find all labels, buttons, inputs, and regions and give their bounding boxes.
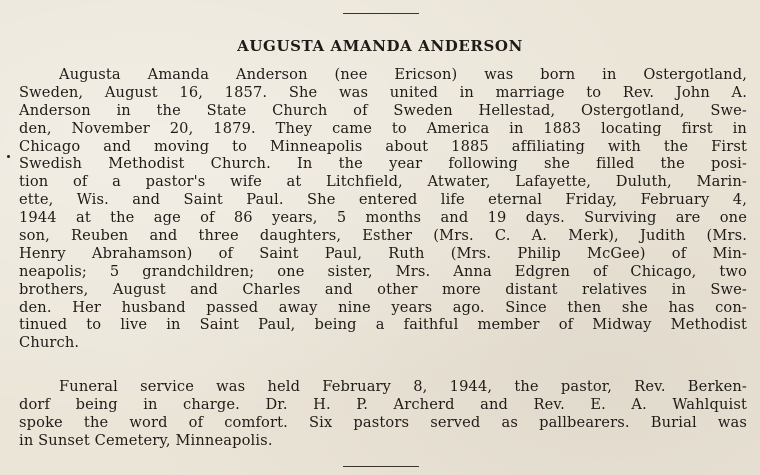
paragraph-line: tion of a pastor's wife at Litchfield, Atwater, Lafayette, Duluth, Marin- (19, 173, 747, 191)
paragraph-line: den, November 20, 1879. They came to America in 1883 locating first in (19, 119, 747, 137)
obituary-paragraph-1 (19, 66, 747, 352)
paragraph-line: spoke the word of comfort. Six pastors served as pallbearers. Burial was (19, 413, 747, 431)
paragraph-line: in Sunset Cemetery, Minneapolis. (19, 431, 273, 449)
paragraph-line: dorf being in charge. Dr. H. P. Archerd and Rev. E. A. Wahlquist (19, 395, 747, 413)
paragraph-line: Anderson in the State Church of Sweden Hellestad, Ostergotland, Swe- (19, 101, 747, 119)
top-divider-rule (343, 13, 419, 14)
paragraph-line: Church. (19, 334, 80, 352)
paragraph-line: ette, Wis. and Saint Paul. She entered life eternal Friday, February 4, (19, 191, 747, 209)
paragraph-line: son, Reuben and three daughters, Esther (Mrs. C. A. Merk), Judith (Mrs. (19, 227, 747, 245)
paragraph-line: Sweden, August 16, 1857. She was united in marriage to Rev. John A. (19, 83, 747, 101)
paragraph-line: brothers, August and Charles and other more distant relatives in Swe- (19, 280, 747, 298)
obituary-paragraph-2 (19, 378, 747, 450)
paragraph-line: Augusta Amanda Anderson (nee Ericson) was born in Ostergotland, (59, 66, 747, 83)
paragraph-line: neapolis; 5 grandchildren; one sister, Mrs. Anna Edgren of Chicago, two (19, 262, 747, 280)
print-speck (7, 155, 10, 158)
paragraph-line: Henry Abrahamson) of Saint Paul, Ruth (Mrs. Philip McGee) of Min- (19, 244, 747, 262)
paragraph-line: Swedish Methodist Church. In the year following she filled the posi- (19, 155, 747, 173)
paragraph-line: Chicago and moving to Minneapolis about 1885 affiliating with the First (19, 137, 747, 155)
paragraph-line: 1944 at the age of 86 years, 5 months and 19 days. Surviving are one (19, 209, 747, 227)
obituary-title: AUGUSTA AMANDA ANDERSON (237, 37, 523, 55)
bottom-divider-rule (343, 466, 419, 467)
paragraph-line: den. Her husband passed away nine years ago. Since then she has con- (19, 298, 747, 316)
paragraph-line: Funeral service was held February 8, 1944, the pastor, Rev. Berken- (59, 378, 747, 395)
paragraph-line: tinued to live in Saint Paul, being a faithful member of Midway Methodist (19, 316, 747, 334)
